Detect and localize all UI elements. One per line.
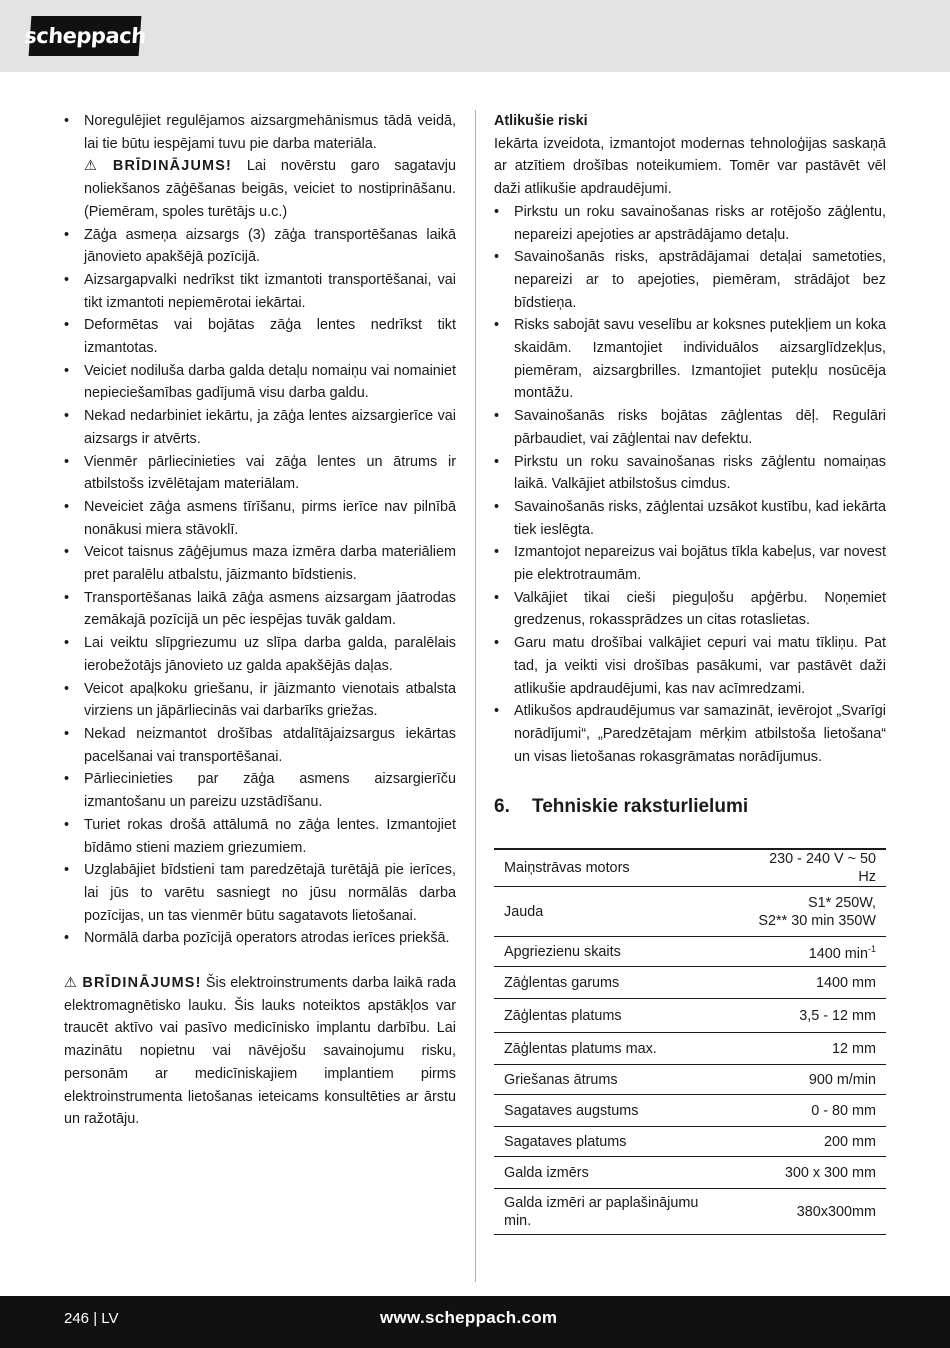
list-item <box>64 405 456 450</box>
spec-value <box>738 1189 886 1235</box>
spec-value <box>738 887 886 937</box>
spec-label: Galda izmērs <box>504 1164 589 1181</box>
list-item <box>64 723 456 768</box>
safety-list <box>64 110 456 950</box>
section-title: Tehniskie raksturlielumi <box>532 796 749 818</box>
warning-text: Šis elektroinstruments darba laikā rada elektromagnētisko lauku. Šis lauks noteiktos apstākļos var traucēt aktīvo vai pasīvo medicīnisko implantu darbību. Lai mazinātu nopietnu vai nāvējošu savainojumu risku, personām ar medicīniskajiem implantiem pirms elektroinstrumenta lietošanas ieteicams konsultēties ar ārstu un ražotāju. <box>64 975 456 1128</box>
spec-value <box>738 1127 886 1157</box>
spec-value <box>738 1157 886 1189</box>
list-item: • Pirkstu un roku savainošanas risks zāģlentu nomaiņas laikā. Valkājiet atbilstošus cimdus. <box>494 451 886 496</box>
spec-label: Apgriezienu skaits <box>504 943 621 960</box>
list-item-text: Deformētas vai bojātas zāģa lentes nedrīkst tikt izmantotas. <box>84 317 456 357</box>
list-item <box>64 360 456 405</box>
footer-band <box>0 1296 950 1348</box>
section-number: 6. <box>494 796 510 818</box>
list-item <box>64 859 456 927</box>
table-row <box>494 1127 886 1157</box>
table-row <box>494 937 886 967</box>
spec-value-text: 1400 mm <box>816 974 876 991</box>
list-item-text: Lai novērstu garo sagatavju noliekšanos zāģēšanas beigās, veiciet to nostiprināšanu. (Piemēram, spoles turētājs u.c.) <box>84 158 456 220</box>
list-item <box>64 678 456 723</box>
section-heading <box>494 794 886 820</box>
spec-label: Zāģlentas platums max. <box>504 1040 657 1057</box>
spec-value <box>738 937 886 967</box>
list-item: • Garu matu drošībai valkājiet cepuri vai matu tīkliņu. Pat tad, ja veikti visi drošības pasākumi, var pastāvēt daži atlikušie apdraudējumi, kas nav acīmredzami. <box>494 632 886 700</box>
table-row <box>494 1095 886 1127</box>
warning-label: BRĪDINĀJUMS! <box>96 158 233 175</box>
spec-value-text: 230 - 240 V ~ 50 Hz <box>769 851 876 886</box>
spec-label: Sagataves platums <box>504 1133 627 1150</box>
spec-value-text: 300 x 300 mm <box>784 1164 876 1181</box>
table-row <box>494 999 886 1033</box>
warning-label: BRĪDINĀJUMS! <box>76 975 202 992</box>
list-item-text: Vienmēr pārliecinieties vai zāģa lentes un ātrums ir atbilstošs izvēlētajam materiālam. <box>84 453 456 493</box>
list-item-text: Normālā darba pozīcijā operators atrodas ierīces priekšā. <box>84 930 450 947</box>
residual-risks-intro: Iekārta izveidota, izmantojot modernas tehnoloģijas saskaņā ar atzītiem drošības noteikumiem. Tomēr var pastāvēt vēl daži atlikušie apdraudējumi. <box>494 135 886 198</box>
list-item: • Savainošanās risks, apstrādājamai detaļai sametoties, nepareizi ar to apejoties, piemēram, strādājot bez bīdstieņa. <box>494 246 886 314</box>
table-row <box>494 1033 886 1065</box>
table-row <box>494 849 886 887</box>
spec-value <box>738 1033 886 1065</box>
spec-value-text: 380x300mm <box>796 1203 876 1220</box>
spec-label: Maiņstrāvas motors <box>504 860 630 877</box>
table-row <box>494 1065 886 1095</box>
list-item: • Savainošanās risks bojātas zāģlentas dēļ. Regulāri pārbaudiet, vai zāģlentai nav defektu. <box>494 405 886 450</box>
list-item <box>64 814 456 859</box>
list-item: • Pirkstu un roku savainošanas risks ar rotējošo zāģlentu, nepareizi apejoties ar apstrādājamo detaļu. <box>494 201 886 246</box>
spec-value-text: 900 m/min <box>808 1071 876 1088</box>
list-item <box>64 587 456 632</box>
spec-value-text: 3,5 - 12 mm <box>799 1007 876 1024</box>
list-item-text: Turiet rokas drošā attālumā no zāģa lentes. Izmantojiet bīdāmo stieni maziem griezumiem. <box>84 816 456 856</box>
residual-risks-heading: Atlikušie riski <box>494 113 588 129</box>
table-row <box>494 967 886 999</box>
spec-value <box>738 1095 886 1127</box>
list-item-text: Neveiciet zāģa asmens tīrīšanu, pirms ierīce nav pilnībā nonākusi miera stāvoklī. <box>84 498 456 538</box>
list-item-text: Nekad nedarbiniet iekārtu, ja zāģa lentes aizsargierīce vai aizsargs ir atvērts. <box>84 408 456 447</box>
list-item <box>64 927 456 950</box>
emf-warning <box>64 972 456 1131</box>
spec-value-text: 200 mm <box>824 1133 876 1150</box>
list-item <box>64 110 456 155</box>
right-column <box>494 110 886 1235</box>
spec-label: Griešanas ātrums <box>504 1071 618 1088</box>
list-item <box>64 541 456 586</box>
list-item-text: Nekad neizmantot drošības atdalītājaizsargus iekārtas pacelšanai vai transportēšanai. <box>84 725 456 765</box>
spec-label: Zāģlentas platums <box>504 1007 622 1024</box>
spec-value-text: 0 - 80 mm <box>811 1102 876 1119</box>
list-item: • Valkājiet tikai cieši pieguļošu apģērbu. Noņemiet gredzenus, rokassprādzes un citas rotaslietas. <box>494 587 886 632</box>
warning-icon: ⚠ <box>84 158 97 175</box>
list-item-text: Veicot taisnus zāģējumus maza izmēra darba materiāliem pret paralēlu atbalstu, jāizmanto bīdstienis. <box>84 544 456 584</box>
left-column <box>64 110 456 1131</box>
header-band <box>0 0 950 72</box>
list-item <box>64 269 456 314</box>
residual-risks-list <box>494 201 886 769</box>
list-item-text: Transportēšanas laikā zāģa asmens aizsargam jāatrodas zemākajā pozīcijā un pēc iespējas tuvāk galdam. <box>84 589 456 629</box>
warning-icon: ⚠ <box>64 975 77 992</box>
list-item: • Izmantojot nepareizus vai bojātus tīkla kabeļus, var novest pie elektrotraumām. <box>494 541 886 586</box>
list-item-text: Uzglabājiet bīdstieni tam paredzētajā turētājā pie ierīces, lai jūs to varētu sasniegt no jūsu normālās darba pozīcijas, un tas vienmēr būtu sagatavots lietošanai. <box>84 862 456 924</box>
list-item <box>64 314 456 359</box>
spec-value <box>738 999 886 1033</box>
list-item-text: Veicot apaļkoku griešanu, ir jāizmanto vienotais atbalsta virziens un jāpārliecinās vai darbarīks griežas. <box>84 680 456 720</box>
list-item <box>64 768 456 813</box>
list-item: • Atlikušos apdraudējumus var samazināt, ievērojot „Svarīgi norādījumi“, „Paredzētajam mērķim atbilstoša lietošana“ un visas lietošanas rokasgrāmatas norādījumus. <box>494 700 886 768</box>
table-row <box>494 887 886 937</box>
spec-value <box>738 849 886 887</box>
spec-label: Sagataves augstums <box>504 1102 639 1119</box>
website-link: www.scheppach.com <box>380 1308 558 1327</box>
list-item <box>64 496 456 541</box>
spec-label: Jauda <box>504 903 544 920</box>
column-divider <box>475 110 476 1282</box>
spec-value-text: S1* 250W, <box>808 894 876 911</box>
spec-value-text: 1400 min <box>808 946 868 963</box>
table-row <box>494 1157 886 1189</box>
list-item-text: Zāģa asmeņa aizsargs (3) zāģa transportēšanas laikā jānovieto apakšējā pozīcijā. <box>84 226 456 266</box>
list-item: • Savainošanās risks, zāģlentai uzsākot kustību, kad iekārta tiek ieslēgta. <box>494 496 886 541</box>
brand-logo: scheppach <box>29 16 142 56</box>
spec-value-text: S2** 30 min 350W <box>758 912 876 929</box>
spec-value-exponent: -1 <box>867 944 876 955</box>
list-item-text: Veiciet nodiluša darba galda detaļu nomaiņu vai nomainiet nepieciešamības gadījumā visu darba galdu. <box>84 362 456 402</box>
specs-table <box>494 848 886 1235</box>
spec-value <box>738 1065 886 1095</box>
list-item <box>64 451 456 496</box>
list-item <box>64 155 456 223</box>
list-item <box>64 224 456 269</box>
list-item <box>64 632 456 677</box>
page-number: 246 | LV <box>64 1310 119 1327</box>
list-item-text: Aizsargapvalki nedrīkst tikt izmantoti transportēšanai, vai tikt izmantoti nepiemērotai iekārtai. <box>84 271 456 311</box>
spec-value-text: 12 mm <box>832 1040 876 1057</box>
spec-label: Galda izmēri ar paplašinājumu min. <box>504 1194 699 1229</box>
list-item-text: Noregulējiet regulējamos aizsargmehānismus tādā veidā, lai tie būtu iespējami tuvu pie darba materiāla. <box>84 113 456 152</box>
table-row <box>494 1189 886 1235</box>
spec-value <box>738 967 886 999</box>
list-item: • Risks sabojāt savu veselību ar koksnes putekļiem un koka skaidām. Izmantojiet individuālos aizsarglīdzekļus, piemēram, aizsargbrilles. Izmantojiet putekļu nosūcēja montāžu. <box>494 314 886 405</box>
list-item-text: Lai veiktu slīpgriezumu uz slīpa darba galda, paralēlais ierobežotājs jānovieto uz galda apakšējās daļas. <box>84 635 456 674</box>
list-item-text: Pārliecinieties par zāģa asmens aizsargierīču izmantošanu un pareizu uzstādīšanu. <box>84 771 456 811</box>
spec-label: Zāģlentas garums <box>504 974 620 991</box>
